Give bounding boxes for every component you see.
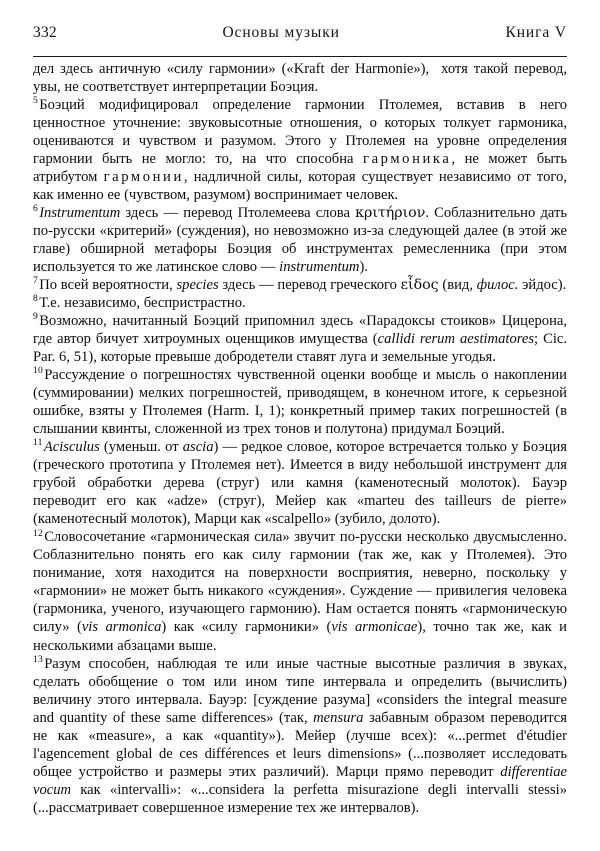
greek-term: εἶδος: [400, 277, 439, 294]
footnote-marker: 6: [33, 203, 38, 215]
footnote-marker: 9: [33, 311, 38, 323]
footnote-7: $^7$По всей вероятности, species здесь — перевод греческого εἶδος (вид, филос. эйдос).: [33, 275, 567, 294]
italic-term: mensura: [313, 709, 364, 726]
footnote-marker: 11: [33, 437, 43, 449]
italic-term: vis armonicae: [331, 619, 418, 636]
italic-term: ascia: [182, 439, 214, 456]
running-head-book: Книга V: [505, 24, 567, 41]
footnote-marker: 5: [33, 95, 38, 107]
header-divider: [33, 56, 567, 57]
italic-term: vis armonica: [81, 619, 162, 636]
footnote-12: $^{12}$Словосочетание «гармоническая сила» звучит по-русски несколько двусмысленно. Соблазнительно понять его как силу гармонии (так же, как у Птолемея). Это понимание, хотя находится на поверхности восприятия, неверно, поскольку у «гармонии» не может быть никакого «суждения». Суждение — привилегия человека (гармоника, ученого, изучающего гармонию). Нам остается понять «гармоническую силу» (vis armonica) как «силу гармоники» (vis armonicae), точно так же, как и несколькими абзацами выше.: [33, 527, 567, 654]
footnote-11: $^{11}$Acisculus (уменьш. от ascia) — редкое словое, которое встречается только у Боэция (греческого прототипа у Птолемея нет). Имеется в виду небольшой инструмент для грубой обработки дерева (струг) или камня (каменотесный молоток). Бауэр переводит его как «adze» (струг), Мейер как «marteu des tailleurs de pierre» (каменотесный молоток), Марци как «scalpello» (зубило, долото).: [33, 437, 567, 528]
running-head-title: Основы музыки: [222, 24, 340, 41]
footnote-marker: 12: [33, 527, 43, 539]
footnote-5: $^5$Боэций модифицировал определение гармонии Птолемея, вставив в него ценностное уточнение: звуковысотные отношения, о которых толкует гармоника, оцениваются и чувством и разумом. Этого у Птолемея на уровне определения гармонии быть не могло: то, на что способна гармоника, не может быть атрибутом гармонии, надличной силы, которая существует независимо от того, как именно ее (чувством, разумом) воспринимает человек.: [33, 95, 567, 204]
italic-term: instrumentum: [279, 259, 360, 276]
italic-term: species: [176, 277, 219, 294]
footnote-marker: 7: [33, 275, 38, 287]
emphasis-spaced: гармоника: [363, 151, 452, 168]
italic-term: callidi rerum aestimatores: [377, 331, 535, 348]
footnote-marker: 8: [33, 293, 38, 305]
running-head: [33, 24, 567, 46]
footnote-13: $^{13}$Разум способен, наблюдая те или иные частные высотные различия в звуках, сделать обобщение о том или ином типе интервала и определить (вычислить) величину этого интервала. Бауэр: [суждение разума] «considers the integral measure and quantity of these same differences» (так, mensura забавным образом переводится не как «measure», а как «quantity»). Мейер (лучше всех): «...permet d'étudier l'agencement global de ces différences et leurs dimensions» (...позволяет исследовать общее устройство и размеры этих различий). Марци прямо переводит differentiae vocum как «intervalli»: «...considera la perfetta misurazione degli intervalli stessi» (...рассматривает совершенное измерение тех же интервалов).: [33, 653, 567, 816]
footnote-marker: 13: [33, 653, 43, 665]
emphasis-spaced: гармонии: [103, 169, 184, 186]
footnote-marker: 10: [33, 365, 43, 377]
footnote-9: $^9$Возможно, начитанный Боэций припомнил здесь «Парадоксы стоиков» Цицерона, где автор бичует хитроумных оценщиков имущества (callidi rerum aestimatores; Cic. Par. 6, 51), которые превыше добродетели ставят луга и земельные угодья.: [33, 311, 567, 366]
footnote-6: $^6$Instrumentum здесь — перевод Птолемеева слова κριτήριον. Соблазнительно дать по-русски «критерий» (суждения), но невозможно из-за следующей далее (в этой же главе) обширной метафоры Боэция об инструментах ремесленника (при этом используется то же латинское слово — instrumentum).: [33, 203, 568, 276]
italic-term: Instrumentum: [39, 205, 121, 222]
italic-term: филос.: [476, 277, 519, 294]
italic-term: Acisculus: [43, 439, 100, 456]
greek-term: κριτήριον: [355, 205, 426, 222]
footnote-10: $^{10}$Рассуждение о погрешностях чувственной оценки вообще и мысль о накоплении (суммировании) мелких погрешностей, приводящем, в конечном итоге, к серьезной ошибке, взяты у Птолемея (Harm. I, 1); конкретный пример таких погрешностей (в слышании квинты, сложенной из трех тонов и полутона) придумал Боэций.: [33, 365, 567, 438]
page-number: 332: [33, 24, 57, 41]
paragraph-footnote-4-continuation: дел здесь античную «силу гармонии» («Kraft der Harmonie»), хотя такой перевод, увы, не соответствует интерпретации Боэция.: [33, 61, 567, 96]
text-block: [33, 60, 567, 817]
footnote-8: $^8$Т.е. независимо, беспристрастно.: [33, 293, 246, 312]
italic-term: differentiae vocum: [33, 763, 567, 798]
